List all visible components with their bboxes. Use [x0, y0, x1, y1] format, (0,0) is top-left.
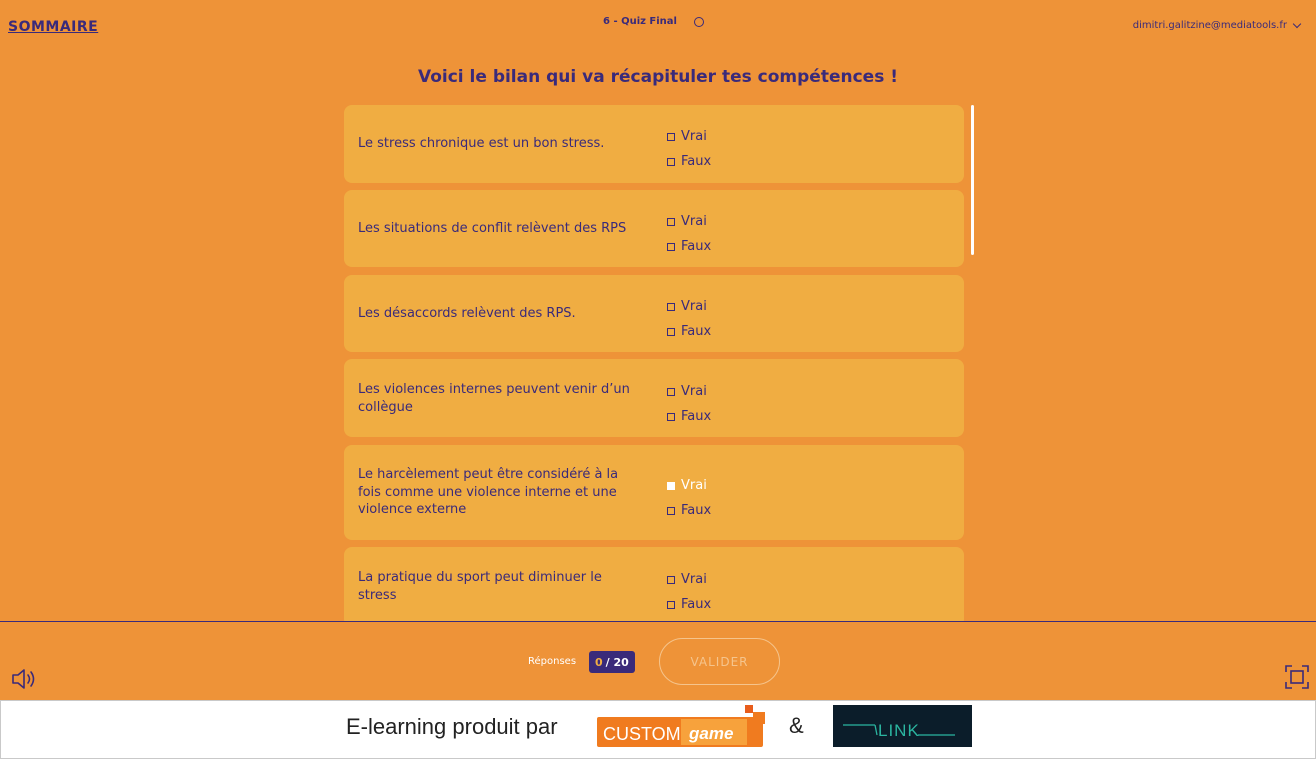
option-label: Faux [681, 409, 712, 424]
option-label: Vrai [681, 299, 707, 314]
footer-banner [0, 700, 1316, 759]
checkbox[interactable] [667, 413, 675, 421]
option-faux[interactable] [667, 154, 711, 169]
question-text: Les violences internes peuvent venir d’un collègue [358, 382, 630, 415]
responses-total: / 20 [605, 655, 629, 669]
option-label: Vrai [681, 384, 707, 399]
validate-button[interactable]: VALIDER [659, 638, 780, 685]
option-faux[interactable] [667, 239, 711, 254]
question-text: Les situations de conflit relèvent des RPS [358, 221, 627, 236]
user-email: dimitri.galitzine@mediatools.fr [1132, 20, 1287, 31]
chevron-down-icon [1293, 20, 1301, 28]
ampersand: & [789, 713, 804, 738]
question-card [344, 359, 964, 437]
custom-game-logo [597, 705, 769, 753]
option-faux[interactable] [667, 324, 711, 339]
footer-text: E-learning produit par [346, 714, 558, 739]
chapter-title: 6 - Quiz Final [603, 16, 677, 27]
question-card [344, 547, 964, 621]
question-card [344, 445, 964, 540]
svg-text:CUSTOM: CUSTOM [603, 724, 681, 744]
option-label: Faux [681, 597, 712, 612]
responses-current: 0 [595, 655, 603, 669]
question-text: Le stress chronique est un bon stress. [358, 136, 605, 151]
svg-text:game: game [689, 724, 734, 743]
chapter-status-circle [694, 17, 704, 27]
checkbox[interactable] [667, 133, 675, 141]
question-card [344, 190, 964, 267]
responses-label: Réponses [528, 656, 577, 667]
svg-text:LINK: LINK [878, 721, 920, 740]
checkbox[interactable] [667, 388, 675, 396]
option-label: Vrai [681, 129, 707, 144]
checkbox[interactable] [667, 303, 675, 311]
question-text: La pratique du sport peut diminuer le stress [358, 570, 602, 603]
responses-counter [589, 651, 635, 673]
option-label: Faux [681, 154, 712, 169]
option-label: Vrai [681, 214, 707, 229]
option-vrai[interactable] [667, 129, 707, 144]
link-logo [833, 705, 972, 747]
checkbox[interactable] [667, 328, 675, 336]
checkbox[interactable] [667, 507, 675, 515]
bottom-bar [0, 621, 1316, 700]
option-label: Faux [681, 324, 712, 339]
option-label: Faux [681, 503, 712, 518]
user-menu[interactable] [1133, 20, 1300, 31]
option-vrai[interactable] [667, 384, 707, 399]
option-label: Faux [681, 239, 712, 254]
checkbox[interactable] [667, 243, 675, 251]
speaker-icon[interactable] [10, 666, 38, 696]
question-text: Les désaccords relèvent des RPS. [358, 306, 576, 321]
fullscreen-icon[interactable] [1284, 664, 1310, 694]
option-faux[interactable] [667, 409, 711, 424]
checkbox[interactable] [667, 601, 675, 609]
checkbox[interactable] [667, 218, 675, 226]
sommaire-link[interactable]: SOMMAIRE [8, 19, 99, 35]
question-list[interactable] [344, 105, 964, 621]
question-card [344, 105, 964, 183]
option-vrai[interactable] [667, 299, 707, 314]
option-faux[interactable] [667, 597, 711, 612]
option-vrai[interactable] [667, 572, 707, 587]
question-text: Le harcèlement peut être considéré à la fois comme une violence interne et une violence externe [358, 467, 619, 517]
option-label: Vrai [681, 572, 707, 587]
scrollbar[interactable] [971, 105, 974, 255]
option-label: Vrai [681, 478, 707, 493]
checkbox-checked[interactable] [667, 482, 675, 490]
option-vrai[interactable] [667, 214, 707, 229]
page-title: Voici le bilan qui va récapituler tes compétences ! [417, 67, 898, 87]
question-card [344, 275, 964, 352]
checkbox[interactable] [667, 158, 675, 166]
option-vrai[interactable] [667, 478, 707, 493]
top-bar [0, 0, 1316, 55]
option-faux[interactable] [667, 503, 711, 518]
checkbox[interactable] [667, 576, 675, 584]
